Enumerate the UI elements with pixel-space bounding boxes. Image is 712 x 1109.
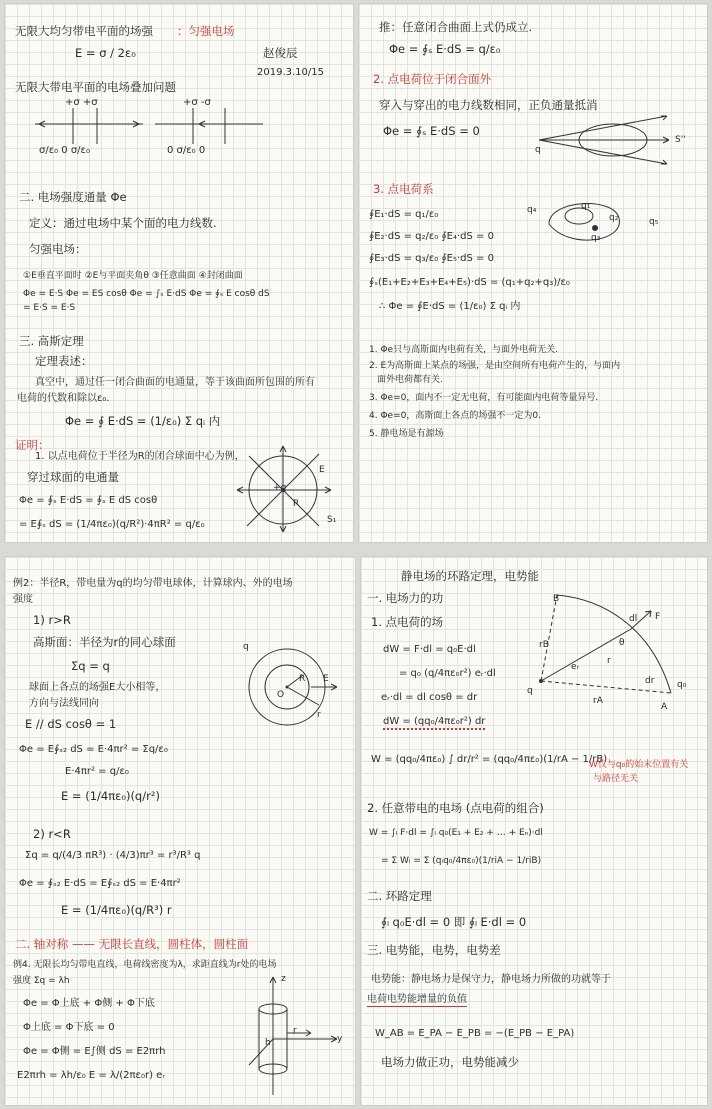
p1-title: 无限大均匀带电平面的场强 [15, 24, 153, 38]
p2-system-f4: ∮ₛ(E₁+E₂+E₃+E₄+E₅)·dS = (q₁+q₂+q₃)/ε₀ [369, 277, 570, 288]
p4-work-f1: dW = F·dl = q₀E·dl [383, 644, 476, 655]
p3-ex4-caps: Φ上底 = Φ下底 = 0 [23, 1022, 115, 1033]
p3-example4: 例4. 无限长均匀带电直线，电荷线密度为λ，求距直线为r处的电场 [13, 960, 277, 970]
plane-superposition-figure-right [155, 108, 265, 148]
p2-system-f5: ∴ Φe = ∮E·dS = (1/ε₀) Σ qᵢ 内 [379, 301, 521, 312]
p1-flux-case-formulas: Φe = E·S Φe = ES cosθ Φe = ∫ₛ E·dS Φe = ∮ₛ E cosθ dS [23, 289, 270, 299]
p3-case1-direction: 方向与法线同向 [29, 698, 99, 709]
cylinder-h-label: h [265, 1038, 271, 1048]
p2-note-2: 2. E为高斯面上某点的场强，是由空间所有电荷产生的，与面内 [369, 361, 621, 371]
cylinder-y-label: y [337, 1034, 343, 1044]
charged-sphere-R-label: R [299, 674, 306, 684]
p3-case2: 2) r<R [33, 827, 71, 841]
p4-path-note-1: W仅与q₀的始末位置有关 [589, 760, 689, 770]
p3-example2: 例2：半径R，带电量为q的均匀带电球体，计算球内、外的电场 [13, 578, 293, 589]
work-path-label-q0: q₀ [677, 680, 687, 690]
work-path-label-rB: rB [539, 640, 549, 650]
p1-fig-right-top: +σ -σ [183, 97, 211, 108]
p4-section2: 2. 任意带电的电场 (点电荷的组合) [367, 801, 544, 815]
p4-section1: 一. 电场力的功 [367, 591, 444, 605]
work-path-label-er: eᵣ [571, 662, 579, 672]
p1-statement-line2: 电荷的代数和除以ε₀. [17, 393, 110, 404]
p1-proof-formula1: Φe = ∮ₛ E·dS = ∮ₛ E dS cosθ [19, 495, 158, 506]
p3-example2b: 强度 [13, 594, 33, 605]
cylinder-z-label: z [281, 974, 286, 984]
charge-system-q2-label: q₂ [609, 213, 619, 223]
p2-outside-formula: Φe = ∮ₛ E·dS = 0 [383, 124, 480, 138]
charged-sphere-q-label: q [243, 642, 249, 652]
p1-section2-title: 二. 电场强度通量 Φe [19, 190, 127, 204]
p1-flux-cases: ①E垂直平面时 ②E与平面夹角θ ③任意曲面 ④封闭曲面 [23, 271, 243, 281]
p3-case1-flux: Φe = E∮ₛ₂ dS = E·4πr² = Σq/ε₀ [19, 744, 168, 755]
p1-fig-right-bottom: 0 σ/ε₀ 0 [167, 145, 206, 156]
p1-flux-case-formulas-2: = E·S = E·S [23, 303, 76, 313]
work-path-label-rA: rA [593, 696, 603, 706]
p2-note-5: 5. 静电场是有源场 [369, 429, 444, 439]
work-path-label-F: F [655, 612, 661, 622]
p4-positive-work: 电场力做正功，电势能减少 [381, 1055, 519, 1069]
p2-system-f3: ∮E₃·dS = q₃/ε₀ ∮E₅·dS = 0 [369, 253, 494, 264]
p3-case1: 1) r>R [33, 613, 71, 627]
p4-section3: 二. 环路定理 [367, 889, 432, 903]
p1-fig-left-top: +σ +σ [65, 97, 98, 108]
p1-statement-label: 定理表述： [35, 354, 93, 368]
p3-case2-result: E = (1/4πε₀)(q/R³) r [61, 903, 172, 917]
p2-outside-desc: 穿入与穿出的电力线数相同，正负通量抵消 [379, 98, 598, 112]
p4-path-note-2: 与路径无关 [593, 774, 639, 784]
outside-charge-figure [529, 108, 679, 172]
p3-case2-sumq: Σq = q/(4/3 πR³) · (4/3)πr³ = r³/R³ q [25, 850, 201, 861]
gauss-sphere-field-label: E [319, 465, 325, 475]
work-path-label-theta: θ [619, 638, 625, 648]
p3-section2-title: 二. 轴对称 —— 无限长直线，圆柱体，圆柱面 [15, 937, 249, 951]
p2-note-4: 4. Φe=0，高斯面上各点的场强不一定为0. [369, 411, 541, 421]
p1-superposition: 无限大带电平面的电场叠加问题 [15, 80, 176, 94]
p1-fig-left-bottom: σ/ε₀ 0 σ/ε₀ [39, 145, 90, 156]
p1-uniform-field: 匀强电场： [29, 242, 87, 256]
charge-system-q4-label: q₄ [527, 205, 537, 215]
p4-work-f3: eᵣ·dl = dl cosθ = dr [381, 692, 478, 703]
gauss-sphere-radius-label: R [293, 499, 300, 509]
p4-general-f2: = Σ Wᵢ = Σ (qᵢq₀/4πε₀)(1/riA − 1/riB) [381, 856, 542, 866]
p3-case1-equal: 球面上各点的场强E大小相等， [29, 682, 166, 693]
p3-ex4-result: E2πrh = λh/ε₀ E = λ/(2πε₀r) eᵣ [17, 1070, 165, 1081]
p1-statement-line1: 真空中，通过任一闭合曲面的电通量，等于该曲面所包围的所有 [35, 377, 315, 388]
charged-sphere-E-label: E [323, 674, 329, 684]
p1-gauss-formula: Φe = ∮ E·dS = (1/ε₀) Σ qᵢ 内 [65, 414, 221, 428]
p4-pe-line1: 电势能：静电场力是保守力，静电场力所做的功就等于 [371, 974, 611, 985]
work-path-label-B: B [553, 594, 560, 604]
p3-case1-gauss-surface: 高斯面：半径为r的同心球面 [33, 635, 176, 649]
outside-charge-q-label: q [535, 145, 541, 155]
p1-proof-label: 证明： [15, 438, 50, 452]
charged-sphere-r-label: r [317, 710, 321, 720]
plane-superposition-figure-left [35, 108, 145, 148]
work-path-label-r: r [607, 656, 611, 666]
outside-charge-surface-label: S'' [675, 135, 686, 145]
p2-system-f2: ∮E₂·dS = q₂/ε₀ ∮E₄·dS = 0 [369, 231, 494, 242]
p2-inference-formula: Φe = ∮ₛ E·dS = q/ε₀ [389, 42, 501, 56]
p3-ex4-side: Φe = Φ侧 = E∫侧 dS = E2πrh [23, 1046, 166, 1057]
work-path-label-dr: dr [645, 676, 655, 686]
charged-sphere-O-label: O [277, 690, 285, 700]
p2-section2-title: 2. 点电荷位于闭合面外 [373, 72, 492, 86]
work-path-figure [531, 585, 703, 721]
p3-case1-eq: E·4πr² = q/ε₀ [65, 766, 129, 777]
p1-through-sphere: 穿过球面的电通量 [27, 470, 119, 484]
note-page-1 [4, 3, 354, 543]
p4-work-f5: W = (qq₀/4πε₀) ∫ dr/r² = (qq₀/4πε₀)(1/rA − 1/rB) [371, 754, 608, 765]
p3-ex4-flux-sum: Φe = Φ上底 + Φ侧 + Φ下底 [23, 998, 155, 1009]
p2-note-2b: 面外电荷都有关. [377, 375, 443, 385]
p3-case2-flux: Φe = ∮ₛ₂ E·dS = E∮ₛ₂ dS = E·4πr² [19, 878, 181, 889]
p1-proof-case1: 1. 以点电荷位于半径为R的闭合球面中心为例， [35, 451, 245, 462]
p3-case1-parallel: E // dS cosθ = 1 [25, 717, 117, 731]
p1-proof-formula2: = E∮ₛ dS = (1/4πε₀)(q/R²)·4πR² = q/ε₀ [19, 519, 205, 530]
p4-work-pe: W_AB = E_PA − E_PB = −(E_PB − E_PA) [375, 1028, 575, 1039]
charge-system-q1-label: q₁ [581, 201, 591, 211]
p1-date: 2019.3.10/15 [257, 67, 324, 78]
p4-section1a: 1. 点电荷的场 [371, 615, 444, 629]
p1-formula-plane: E = σ / 2ε₀ [75, 46, 136, 60]
p4-work-f2: = q₀ (q/4πε₀r²) eᵣ·dl [399, 668, 496, 679]
note-page-4 [360, 556, 708, 1106]
gauss-sphere-surface-label: S₁ [327, 515, 337, 525]
p3-case1-result: E = (1/4πε₀)(q/r²) [61, 789, 160, 803]
p1-author: 赵俊辰 [263, 46, 298, 60]
p4-loop-theorem: ∮ₗ q₀E·dl = 0 即 ∮ₗ E·dl = 0 [381, 915, 527, 929]
p2-note-1: 1. Φe只与高斯面内电荷有关，与面外电荷无关. [369, 345, 558, 355]
p4-pe-line2: 电荷电势能增量的负值 [367, 994, 467, 1005]
charged-sphere-figure [241, 637, 341, 737]
p2-section3-title: 3. 点电荷系 [373, 182, 434, 196]
p4-work-f4: dW = (qq₀/4πε₀r²) dr [383, 715, 485, 730]
p4-title: 静电场的环路定理，电势能 [401, 569, 539, 583]
note-page-2 [358, 3, 708, 543]
p1-definition: 定义：通过电场中某个面的电力线数. [29, 216, 217, 230]
p2-note-3: 3. Φe=0，面内不一定无电荷，有可能面内电荷等量异号. [369, 393, 599, 403]
charge-system-q5-label: q₅ [649, 217, 659, 227]
p3-case1-sumq: Σq = q [71, 659, 110, 673]
gauss-sphere-charge-label: +q [273, 483, 287, 493]
p4-general-f1: W = ∫ₗ F·dl = ∫ₗ q₀(E₁ + E₂ + … + Eₙ)·dl [369, 828, 543, 838]
work-path-label-dl: dl [629, 614, 638, 624]
note-page-3 [4, 556, 356, 1106]
p3-example4b: 强度 Σq = λh [13, 976, 70, 986]
p1-section3-title: 三. 高斯定理 [19, 334, 84, 348]
p2-inference: 推：任意闭合曲面上式仍成立. [379, 20, 533, 34]
work-path-label-q: q [527, 686, 533, 696]
p2-system-f1: ∮E₁·dS = q₁/ε₀ [369, 209, 439, 220]
work-path-label-A: A [661, 702, 668, 712]
charge-system-q3-label: q₃ [591, 233, 601, 243]
p4-section4: 三. 电势能，电势，电势差 [367, 943, 501, 957]
p1-title-tag: ：匀强电场 [177, 24, 235, 38]
cylinder-r-label: r [293, 1026, 297, 1036]
